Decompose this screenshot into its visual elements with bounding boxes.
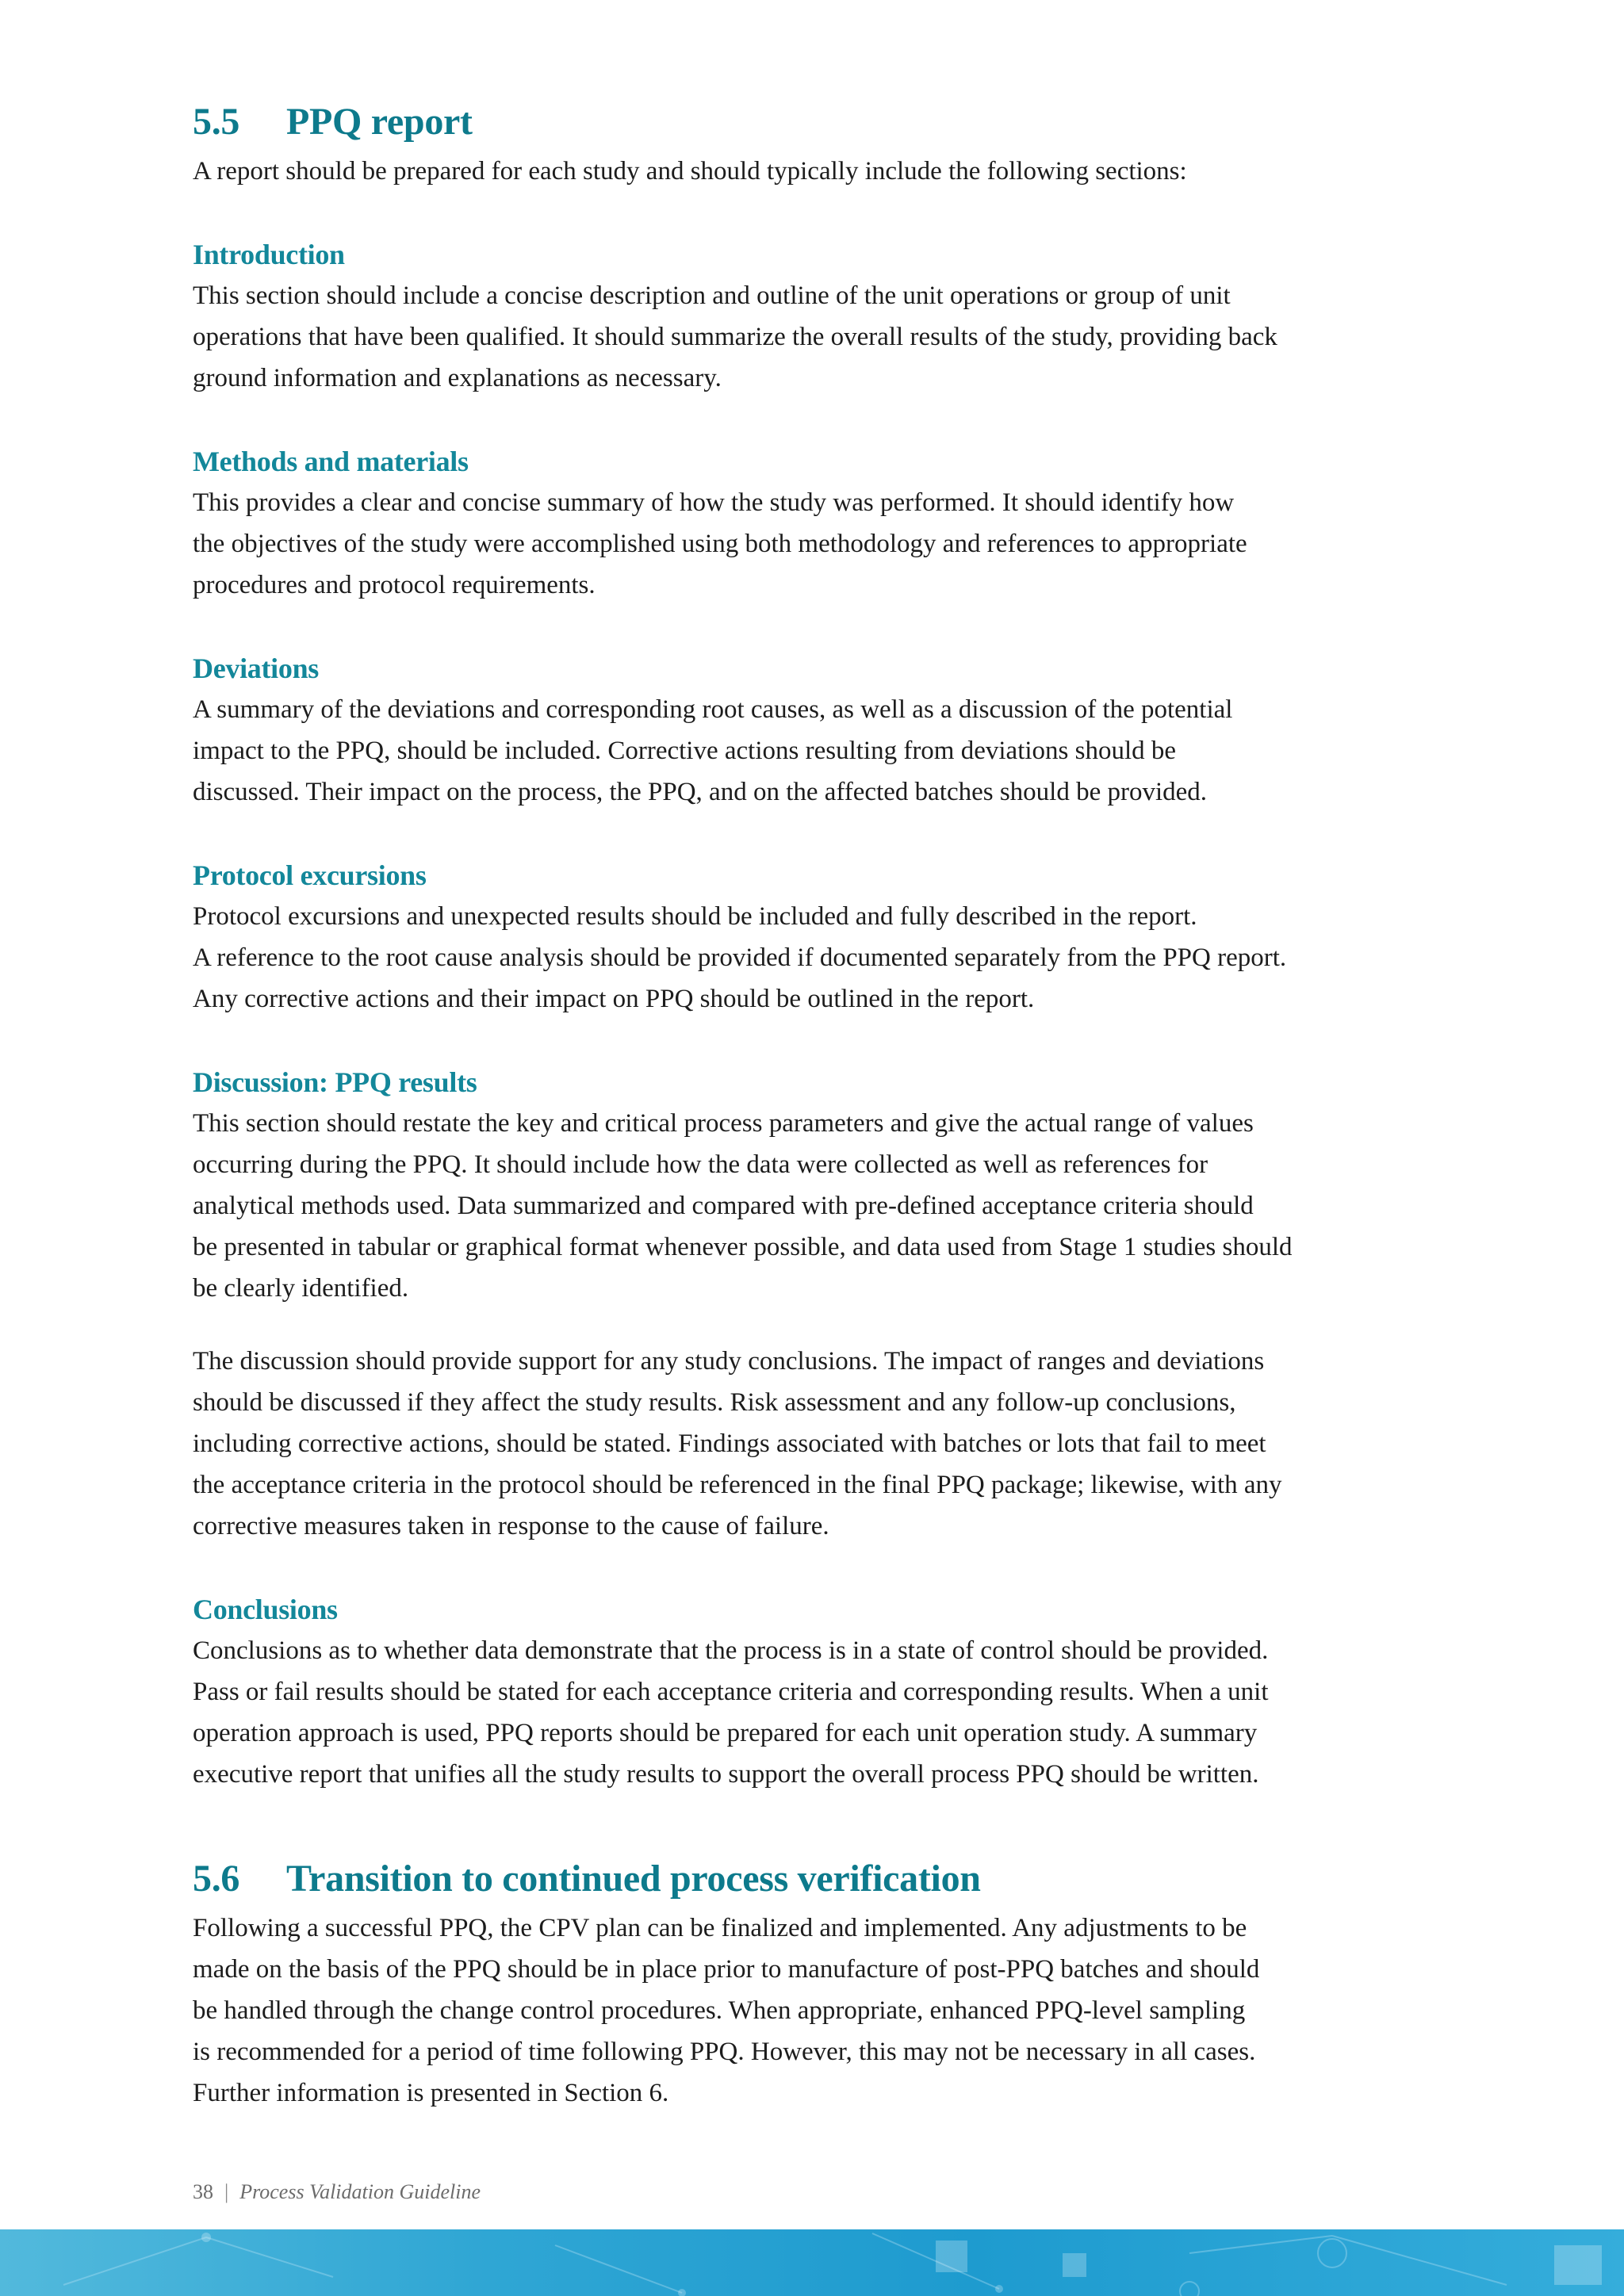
text-line: be handled through the change control procedures. When appropriate, enhanced PPQ-level sampling: [193, 1996, 1246, 2025]
text-line: the acceptance criteria in the protocol should be referenced in the final PPQ package; likewise, with any: [193, 1471, 1282, 1499]
text-line: discussed. Their impact on the process, the PPQ, and on the affected batches should be provided.: [193, 778, 1208, 806]
page-footer: [193, 2180, 481, 2204]
section-number: 5.5: [193, 101, 240, 143]
text-line: be clearly identified.: [193, 1274, 409, 1303]
network-pattern-graphic: [0, 2229, 1624, 2296]
text-line: This section should include a concise description and outline of the unit operations or group of unit: [193, 281, 1231, 310]
deviations-text: [193, 689, 1335, 813]
section-intro: A report should be prepared for each study and should typically include the following sections:: [193, 157, 1187, 186]
document-title: Process Validation Guideline: [239, 2180, 481, 2203]
text-line: Pass or fail results should be stated for each acceptance criteria and corresponding results. When a unit: [193, 1678, 1269, 1706]
discussion-paragraph-2: [193, 1341, 1335, 1547]
text-line: occurring during the PPQ. It should include how the data were collected as well as references for: [193, 1150, 1208, 1179]
discussion-paragraph-1: [193, 1103, 1335, 1309]
text-line: A reference to the root cause analysis should be provided if documented separately from the PPQ report.: [193, 943, 1287, 972]
section-title: Transition to continued process verification: [286, 1858, 981, 1900]
text-line: impact to the PPQ, should be included. Corrective actions resulting from deviations should be: [193, 737, 1177, 765]
section-5-6-text: [193, 1908, 1335, 2114]
text-line: operations that have been qualified. It should summarize the overall results of the study, providing back: [193, 323, 1277, 351]
discussion-block: [193, 1062, 1335, 1547]
methods-text: [193, 482, 1335, 606]
deviations-block: [193, 648, 1335, 813]
text-line: is recommended for a period of time following PPQ. However, this may not be necessary in all cases.: [193, 2038, 1256, 2066]
text-line: A summary of the deviations and corresponding root causes, as well as a discussion of the potential: [193, 695, 1233, 724]
text-line: should be discussed if they affect the study results. Risk assessment and any follow-up conclusions,: [193, 1388, 1236, 1417]
introduction-heading: Introduction: [193, 239, 345, 270]
text-line: The discussion should provide support for any study conclusions. The impact of ranges and deviations: [193, 1347, 1265, 1376]
introduction-block: [193, 234, 1335, 399]
text-line: made on the basis of the PPQ should be in place prior to manufacture of post-PPQ batches and should: [193, 1955, 1260, 1984]
text-line: Conclusions as to whether data demonstrate that the process is in a state of control should be provided.: [193, 1636, 1269, 1665]
section-5-6-heading: [193, 1850, 1335, 1908]
footer-separator: |: [224, 2180, 229, 2203]
conclusions-heading: Conclusions: [193, 1594, 338, 1625]
text-line: operation approach is used, PPQ reports should be prepared for each unit operation study. A summary: [193, 1719, 1258, 1747]
section-5-5-heading: [193, 94, 1335, 151]
protocol-excursions-block: [193, 855, 1335, 1020]
text-line: This provides a clear and concise summary of how the study was performed. It should identify how: [193, 488, 1235, 517]
text-line: including corrective actions, should be stated. Findings associated with batches or lots that fail to meet: [193, 1429, 1266, 1458]
text-line: This section should restate the key and critical process parameters and give the actual range of values: [193, 1109, 1254, 1138]
text-line: the objectives of the study were accomplished using both methodology and references to appropriate: [193, 530, 1247, 558]
page-content: [193, 94, 1335, 2114]
text-line: executive report that unifies all the study results to support the overall process PPQ should be written.: [193, 1760, 1259, 1789]
text-line: Following a successful PPQ, the CPV plan can be finalized and implemented. Any adjustments to be: [193, 1914, 1247, 1942]
conclusions-text: [193, 1630, 1335, 1795]
text-line: ground information and explanations as necessary.: [193, 364, 722, 392]
text-line: Further information is presented in Section 6.: [193, 2079, 669, 2107]
section-5-6-block: [193, 1850, 1335, 2114]
decorative-footer-band: [0, 2229, 1624, 2296]
discussion-heading: Discussion: PPQ results: [193, 1066, 477, 1098]
section-number: 5.6: [193, 1858, 240, 1900]
conclusions-block: [193, 1589, 1335, 1795]
methods-block: [193, 441, 1335, 606]
text-line: analytical methods used. Data summarized and compared with pre-defined acceptance criteria should: [193, 1192, 1254, 1220]
methods-heading: Methods and materials: [193, 446, 469, 477]
text-line: corrective measures taken in response to the cause of failure.: [193, 1512, 829, 1540]
text-line: procedures and protocol requirements.: [193, 571, 596, 599]
protocol-excursions-heading: Protocol excursions: [193, 859, 427, 891]
text-line: Protocol excursions and unexpected results should be included and fully described in the report.: [193, 902, 1197, 931]
section-title: PPQ report: [286, 101, 473, 143]
introduction-text: [193, 275, 1335, 399]
text-line: be presented in tabular or graphical format whenever possible, and data used from Stage 1 studies should: [193, 1233, 1293, 1261]
page-number: 38: [193, 2180, 213, 2203]
text-line: Any corrective actions and their impact on PPQ should be outlined in the report.: [193, 985, 1035, 1013]
deviations-heading: Deviations: [193, 652, 320, 684]
protocol-excursions-text: [193, 896, 1335, 1020]
